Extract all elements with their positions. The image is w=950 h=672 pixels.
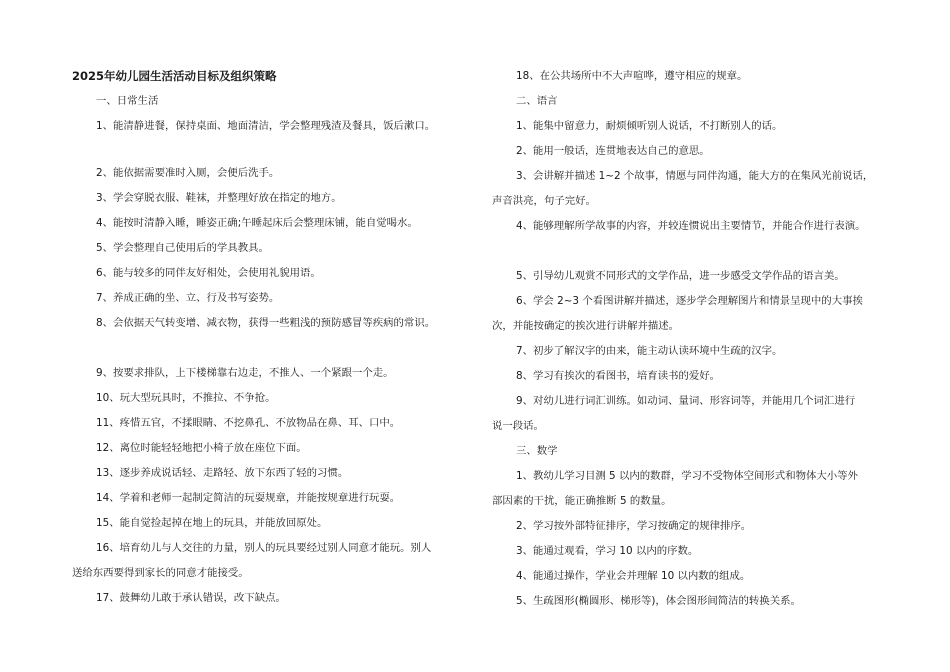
section-heading-math: 三、数学 (516, 445, 558, 457)
paragraph-line: 4、能通过操作，学业会并理解 10 以内数的组成。 (516, 570, 751, 582)
paragraph-line: 2、能依据需要准时入厕，会便后洗手。 (96, 167, 280, 179)
section-heading-daily-life: 一、日常生活 (96, 95, 159, 107)
paragraph-line: 7、养成正确的坐、立、行及书写姿势。 (96, 292, 280, 304)
paragraph-line: 4、能够理解所学故事的内容，并较连惯说出主要情节，并能合作进行表演。 (516, 220, 866, 232)
paragraph-line: 10、玩大型玩具时，不推拉、不争抢。 (96, 392, 276, 404)
paragraph-line: 说一段话。 (492, 420, 544, 432)
paragraph-line: 12、离位时能轻轻地把小椅子放在座位下面。 (96, 442, 307, 454)
paragraph-line: 9、对幼儿进行词汇训练。如动词、量词、形容词等，并能用几个词汇进行 (516, 395, 856, 407)
paragraph-line: 7、初步了解汉字的由来，能主动认读环境中生疏的汉字。 (516, 345, 783, 357)
section-heading-language: 二、语言 (516, 95, 558, 107)
paragraph-line: 1、教幼儿学习目测 5 以内的数群，学习不受物体空间形式和物体大小等外 (516, 470, 858, 482)
paragraph-line: 3、学会穿脱衣服、鞋袜，并整理好放在指定的地方。 (96, 192, 342, 204)
paragraph-line: 9、按要求排队，上下楼梯靠右边走，不推人、一个紧跟一个走。 (96, 367, 394, 379)
paragraph-line: 次，并能按确定的挨次进行讲解并描述。 (492, 320, 680, 332)
paragraph-line: 18、在公共场所中不大声喧哗，遵守相应的规章。 (516, 70, 748, 82)
paragraph-line: 2、学习按外部特征排序，学习按确定的规律排序。 (516, 520, 752, 532)
paragraph-line: 16、培育幼儿与人交往的力量，别人的玩具要经过别人同意才能玩。别人 (96, 542, 432, 554)
paragraph-line: 8、学习有挨次的看图书，培育读书的爱好。 (516, 370, 721, 382)
paragraph-line: 送给东西要得到家长的同意才能接受。 (72, 567, 249, 579)
paragraph-line: 3、能通过观看，学习 10 以内的序数。 (516, 545, 699, 557)
paragraph-line: 13、逐步养成说话轻、走路轻、放下东西了轻的习惯。 (96, 467, 349, 479)
paragraph-line: 6、学会 2~3 个看图讲解并描述，逐步学会理解图片和情景呈现中的大事挨 (516, 295, 863, 307)
paragraph-line: 15、能自觉捡起掉在地上的玩具，并能放回原处。 (96, 517, 328, 529)
paragraph-line: 11、疼惜五官，不揉眼睛、不挖鼻孔、不放物品在鼻、耳、口中。 (96, 417, 401, 429)
paragraph-line: 1、能集中留意力，耐烦倾听别人说话，不打断别人的话。 (516, 120, 783, 132)
paragraph-line: 5、学会整理自己使用后的学具教具。 (96, 242, 269, 254)
paragraph-line: 17、鼓舞幼儿敢于承认错误，改下缺点。 (96, 592, 286, 604)
paragraph-line: 声音洪亮，句子完好。 (492, 195, 596, 207)
paragraph-line: 4、能按时清静入睡，睡姿正确;午睡起床后会整理床铺，能自觉喝水。 (96, 217, 418, 229)
paragraph-line: 14、学着和老师一起制定简洁的玩耍规章，并能按规章进行玩耍。 (96, 492, 401, 504)
paragraph-line: 2、能用一般话，连贯地表达自己的意思。 (516, 145, 710, 157)
document-title: 2025年幼儿园生活活动目标及组织策略 (72, 69, 277, 83)
paragraph-line: 1、能清静进餐，保持桌面、地面清洁，学会整理残渣及餐具，饭后漱口。 (96, 120, 436, 132)
paragraph-line: 8、会依据天气转变增、减衣物，获得一些粗浅的预防感冒等疾病的常识。 (96, 317, 436, 329)
paragraph-line: 部因素的干扰，能正确推断 5 的数量。 (492, 495, 672, 507)
paragraph-line: 6、能与较多的同伴友好相处，会使用礼貌用语。 (96, 267, 321, 279)
paragraph-line: 5、引导幼儿观赏不同形式的文学作品，进一步感受文学作品的语言美。 (516, 270, 845, 282)
paragraph-line: 5、生疏图形(椭圆形、梯形等)，体会图形间简洁的转换关系。 (516, 595, 801, 607)
paragraph-line: 3、会讲解并描述 1~2 个故事，情愿与同伴沟通，能大方的在集风光前说话， (516, 170, 874, 182)
